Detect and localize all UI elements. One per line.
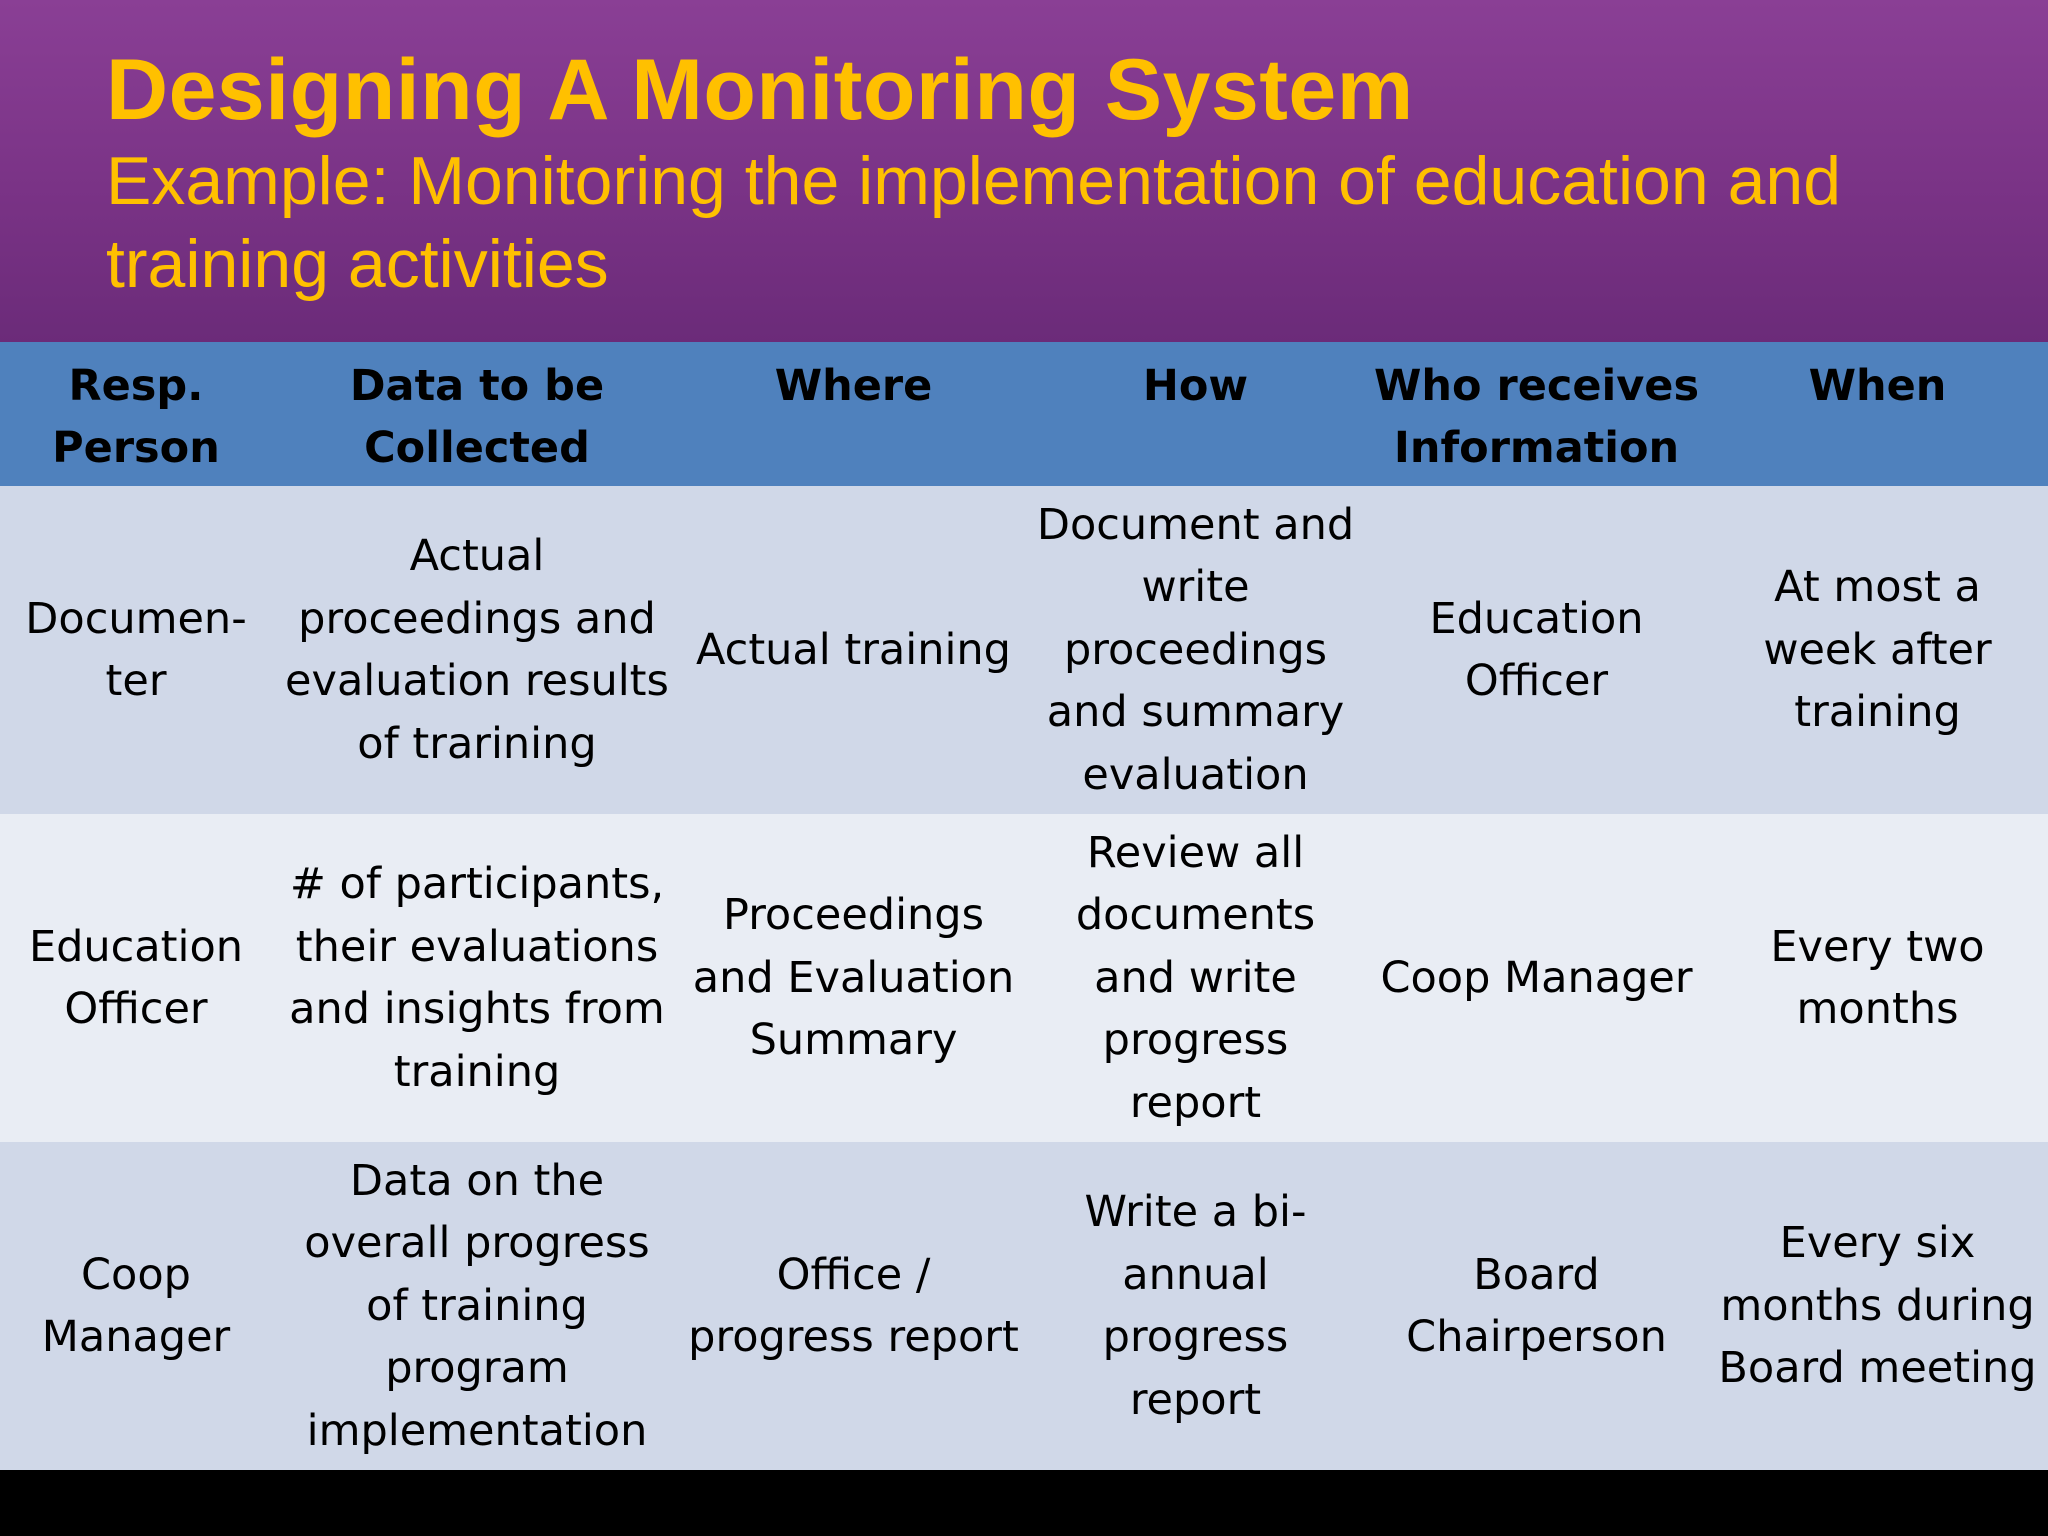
header-resp-person: Resp. Person xyxy=(0,342,272,486)
table-row xyxy=(0,486,2048,814)
header-how: How xyxy=(1025,342,1366,486)
cell-resp-person: Documen-ter xyxy=(0,486,272,814)
cell-when: At most a week after training xyxy=(1707,486,2048,814)
cell-how: Document and write proceedings and summary evaluation xyxy=(1025,486,1366,814)
cell-when: Every two months xyxy=(1707,814,2048,1142)
monitoring-table xyxy=(0,342,2048,1470)
cell-how: Review all documents and write progress report xyxy=(1025,814,1366,1142)
cell-data: Actual proceedings and evaluation results of trarining xyxy=(272,486,682,814)
cell-who: Education Officer xyxy=(1366,486,1707,814)
cell-who: Board Chairperson xyxy=(1366,1142,1707,1470)
cell-resp-person: Education Officer xyxy=(0,814,272,1142)
slide-subtitle: Example: Monitoring the implementation of education and training activities xyxy=(106,143,1842,302)
slide-title: Designing A Monitoring System xyxy=(106,42,1414,138)
header-data-to-be-collected: Data to be Collected xyxy=(272,342,682,486)
header-where: Where xyxy=(682,342,1025,486)
cell-resp-person: Coop Manager xyxy=(0,1142,272,1470)
cell-where: Proceedings and Evaluation Summary xyxy=(682,814,1025,1142)
cell-data: Data on the overall progress of training program implementation xyxy=(272,1142,682,1470)
table-row xyxy=(0,814,2048,1142)
cell-how: Write a bi-annual progress report xyxy=(1025,1142,1366,1470)
cell-data: # of participants, their evaluations and insights from training xyxy=(272,814,682,1142)
cell-where: Actual training xyxy=(682,486,1025,814)
cell-where: Office / progress report xyxy=(682,1142,1025,1470)
cell-who: Coop Manager xyxy=(1366,814,1707,1142)
footer-bar xyxy=(0,1470,2048,1536)
table-row xyxy=(0,1142,2048,1470)
table-header-row xyxy=(0,342,2048,486)
header-when: When xyxy=(1707,342,2048,486)
cell-when: Every six months during Board meeting xyxy=(1707,1142,2048,1470)
header-who-receives-information: Who receives Information xyxy=(1366,342,1707,486)
slide-header xyxy=(0,0,2048,342)
